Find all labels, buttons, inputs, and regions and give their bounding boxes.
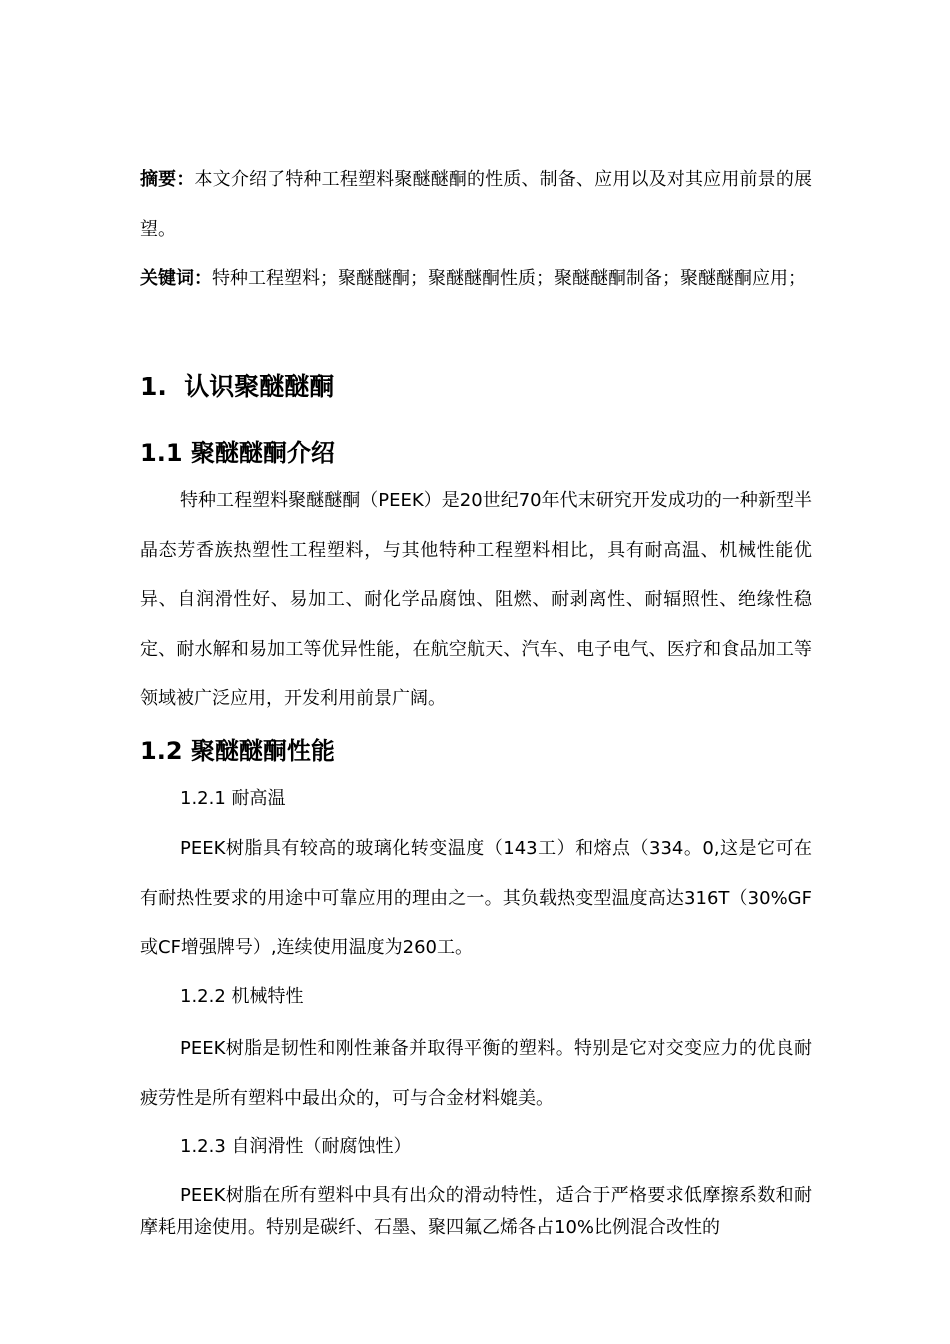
section-1-1-heading: 1.1 聚醚醚酮介绍 — [140, 439, 335, 467]
section-1-1-body: 特种工程塑料聚醚醚酮（PEEK）是20世纪70年代末研究开发成功的一种新型半晶态芳香族热塑性工程塑料，与其他特种工程塑料相比，具有耐高温、机械性能优异、自润滑性好、易加工、耐化学品腐蚀、阻燃、耐剥离性、耐辐照性、绝缘性稳定、耐水解和易加工等优异性能，在航空航天、汽车、电子电气、医疗和食品加工等领域被广泛应用，开发利用前景广阔。 — [140, 490, 812, 709]
subsection-1-2-1-heading: 1.2.1 耐高温 — [180, 788, 286, 809]
subsection-1-2-1-body: PEEK树脂具有较高的玻璃化转变温度（143工）和熔点（334。0,这是它可在有耐热性要求的用途中可靠应用的理由之一。其负载热变型温度高达316T（30%GF或CF增强牌号）,连续使用温度为260工。 — [140, 838, 812, 958]
subsection-1-2-2-heading: 1.2.2 机械特性 — [180, 986, 304, 1007]
subsection-1-2-3-body: PEEK树脂在所有塑料中具有出众的滑动特性，适合于严格要求低摩擦系数和耐摩耗用途使用。特别是碳纤、石墨、聚四氟乙烯各占10%比例混合改性的 — [140, 1185, 812, 1238]
keywords-label: 关键词： — [140, 268, 212, 289]
section-1-2-heading: 1.2 聚醚醚酮性能 — [140, 737, 335, 765]
keywords-text: 特种工程塑料；聚醚醚酮；聚醚醚酮性质；聚醚醚酮制备；聚醚醚酮应用； — [212, 268, 806, 289]
keywords-paragraph — [140, 254, 812, 304]
abstract-paragraph — [140, 155, 812, 254]
abstract-text: 本文介绍了特种工程塑料聚醚醚酮的性质、制备、应用以及对其应用前景的展望。 — [140, 169, 812, 240]
subsection-1-2-3-heading: 1.2.3 自润滑性（耐腐蚀性） — [180, 1136, 412, 1157]
subsection-1-2-2-body: PEEK树脂是韧性和刚性兼备并取得平衡的塑料。特别是它对交变应力的优良耐疲劳性是所有塑料中最出众的，可与合金材料媲美。 — [140, 1038, 812, 1109]
abstract-label: 摘要： — [140, 169, 195, 190]
section-1-heading: 1. 认识聚醚醚酮 — [140, 372, 335, 401]
